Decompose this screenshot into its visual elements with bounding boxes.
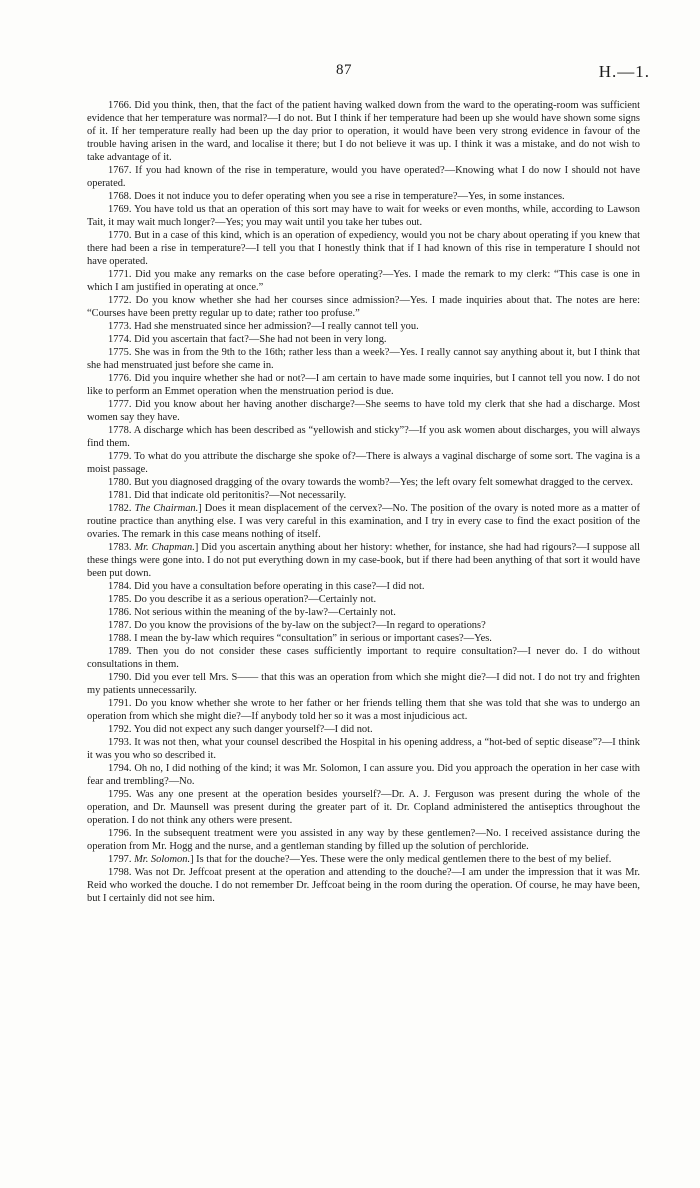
question-paragraph: 1788. I mean the by-law which requires “consultation” in serious or important cases?—Yes. (108, 633, 492, 644)
question-paragraph: 1793. It was not then, what your counsel described the Hospital in his opening address, a “hot-bed of septic disease”?—I think it was you who so described it. (87, 737, 640, 761)
question-paragraph: 1774. Did you ascertain that fact?—She had not been in very long. (108, 334, 387, 345)
question-paragraph: 1769. You have told us that an operation of this sort may have to wait for weeks or even months, while, according to Lawson Tait, it may wait much longer?—Yes; you may wait until you take her tubes out. (87, 204, 640, 228)
question-paragraph: 1779. To what do you attribute the discharge she spoke of?—There is always a vaginal discharge of some sort. The vagina is a moist passage. (87, 451, 640, 475)
question-paragraph (87, 502, 640, 541)
question-paragraph (87, 541, 640, 580)
question-paragraph: 1778. A discharge which has been described as “yellowish and sticky”?—If you ask women about discharges, you will always find them. (87, 425, 640, 449)
speaker-name: Mr. Chapman. (134, 542, 195, 553)
question-paragraph: 1766. Did you think, then, that the fact of the patient having walked down from the ward to the operating-room was sufficient evidence that her temperature was normal?—I do not. But I think if her temperature had been up she would have shown some signs of it. If her temperature really had been up the day prior to operation, it would have been very strong evidence in favour of the trouble having arisen in the ward, and localise it there; but I do not believe it was up. I think it was a mistake, and do not wish to take advantage of it. (87, 100, 640, 163)
question-number: 1797. (108, 854, 135, 865)
speaker-name: The Chairman. (134, 503, 199, 514)
question-paragraph: 1772. Do you know whether she had her courses since admission?—Yes. I made inquiries about that. The notes are here: “Courses have been pretty regular up to date; rather too profuse.” (87, 295, 640, 319)
question-paragraph: 1792. You did not expect any such danger yourself?—I did not. (108, 724, 373, 735)
question-paragraph: 1775. She was in from the 9th to the 16th; rather less than a week?—Yes. I really cannot say anything about it, but I think that she had menstruated just before she came in. (87, 347, 640, 371)
question-paragraph: 1795. Was any one present at the operation besides yourself?—Dr. A. J. Ferguson was present during the whole of the operation, and Dr. Maunsell was present during the greater part of it. Dr. Copland administered the antiseptics throughout the operation. I do not think any others were present. (87, 789, 640, 826)
question-paragraph: 1790. Did you ever tell Mrs. S—— that this was an operation from which she might die?—I did not. I do not try and frighten my patients unnecessarily. (87, 672, 640, 696)
page-number: 87 (336, 62, 352, 78)
paragraph-text: ] Is that for the douche?—Yes. These were the only medical gentlemen there to the best of my belief. (190, 854, 612, 865)
question-paragraph: 1773. Had she menstruated since her admission?—I really cannot tell you. (108, 321, 419, 332)
speaker-name: Mr. Solomon. (134, 854, 191, 865)
question-paragraph: 1796. In the subsequent treatment were you assisted in any way by these gentlemen?—No. I received assistance during the operation from Mr. Hogg and the nurse, and a gentleman standing by filled up the solution of perchloride. (87, 828, 640, 852)
question-paragraph: 1767. If you had known of the rise in temperature, would you have operated?—Knowing what I do now I should not have operated. (87, 165, 640, 189)
question-paragraph: 1777. Did you know about her having another discharge?—She seems to have told my clerk that she had a discharge. Most women say they have. (87, 399, 640, 423)
evidence-body (87, 99, 640, 905)
question-paragraph: 1789. Then you do not consider these cases sufficiently important to require consultation?—I never do. I do without consultations in them. (87, 646, 640, 670)
question-paragraph: 1771. Did you make any remarks on the case before operating?—Yes. I made the remark to my clerk: “This case is one in which I am justified in operating at once.” (87, 269, 640, 293)
document-reference: H.—1. (598, 62, 650, 81)
question-paragraph (87, 853, 640, 866)
question-paragraph: 1787. Do you know the provisions of the by-law on the subject?—In regard to operations? (108, 620, 486, 631)
paragraph-text: ] Does it mean displacement of the cervex?—No. The position of the ovary is noted more as a matter of routine practice than anything else. I was very careful in this examination, and I try in every case to find the exact position of the ovaries. The remark in this case means nothing of itself. (87, 503, 640, 540)
question-paragraph: 1781. Did that indicate old peritonitis?—Not necessarily. (108, 490, 347, 501)
question-number: 1782. (108, 503, 135, 514)
question-paragraph: 1770. But in a case of this kind, which is an operation of expediency, would you not be chary about operating if you knew that there had been a rise in temperature?—I tell you that I honestly think that if I had known of this rise in temperature I should not have operated. (87, 230, 640, 267)
question-paragraph: 1780. But you diagnosed dragging of the ovary towards the womb?—Yes; the left ovary felt somewhat dragged to the cervex. (108, 477, 634, 488)
question-paragraph: 1794. Oh no, I did nothing of the kind; it was Mr. Solomon, I can assure you. Did you approach the operation in her case with fear and trembling?—No. (87, 763, 640, 787)
question-paragraph: 1784. Did you have a consultation before operating in this case?—I did not. (108, 581, 425, 592)
question-paragraph: 1791. Do you know whether she wrote to her father or her friends telling them that she was told that she was to undergo an operation from which she might die?—If anybody told her so it was a most injudicious act. (87, 698, 640, 722)
question-number: 1783. (108, 542, 135, 553)
question-paragraph: 1786. Not serious within the meaning of the by-law?—Certainly not. (108, 607, 396, 618)
paragraph-text: ] Did you ascertain anything about her history: whether, for instance, she had had rigours?—I suppose all these things were gone into. I do not put everything down in my case-book, but if there had been anything of that sort it would have been put down. (87, 542, 641, 579)
question-paragraph: 1768. Does it not induce you to defer operating when you see a rise in temperature?—Yes, in some instances. (108, 191, 565, 202)
page-header (0, 62, 700, 82)
question-paragraph: 1776. Did you inquire whether she had or not?—I am certain to have made some inquiries, but I cannot tell you now. I do not like to perform an Emmet operation when the menstruation period is due. (87, 373, 640, 397)
question-paragraph: 1785. Do you describe it as a serious operation?—Certainly not. (108, 594, 377, 605)
question-paragraph: 1798. Was not Dr. Jeffcoat present at the operation and attending to the douche?—I am under the impression that it was Mr. Reid who worked the douche. I do not remember Dr. Jeffcoat being in the room during the operation. Of course, he may have been, but I certainly did not see him. (87, 867, 640, 904)
